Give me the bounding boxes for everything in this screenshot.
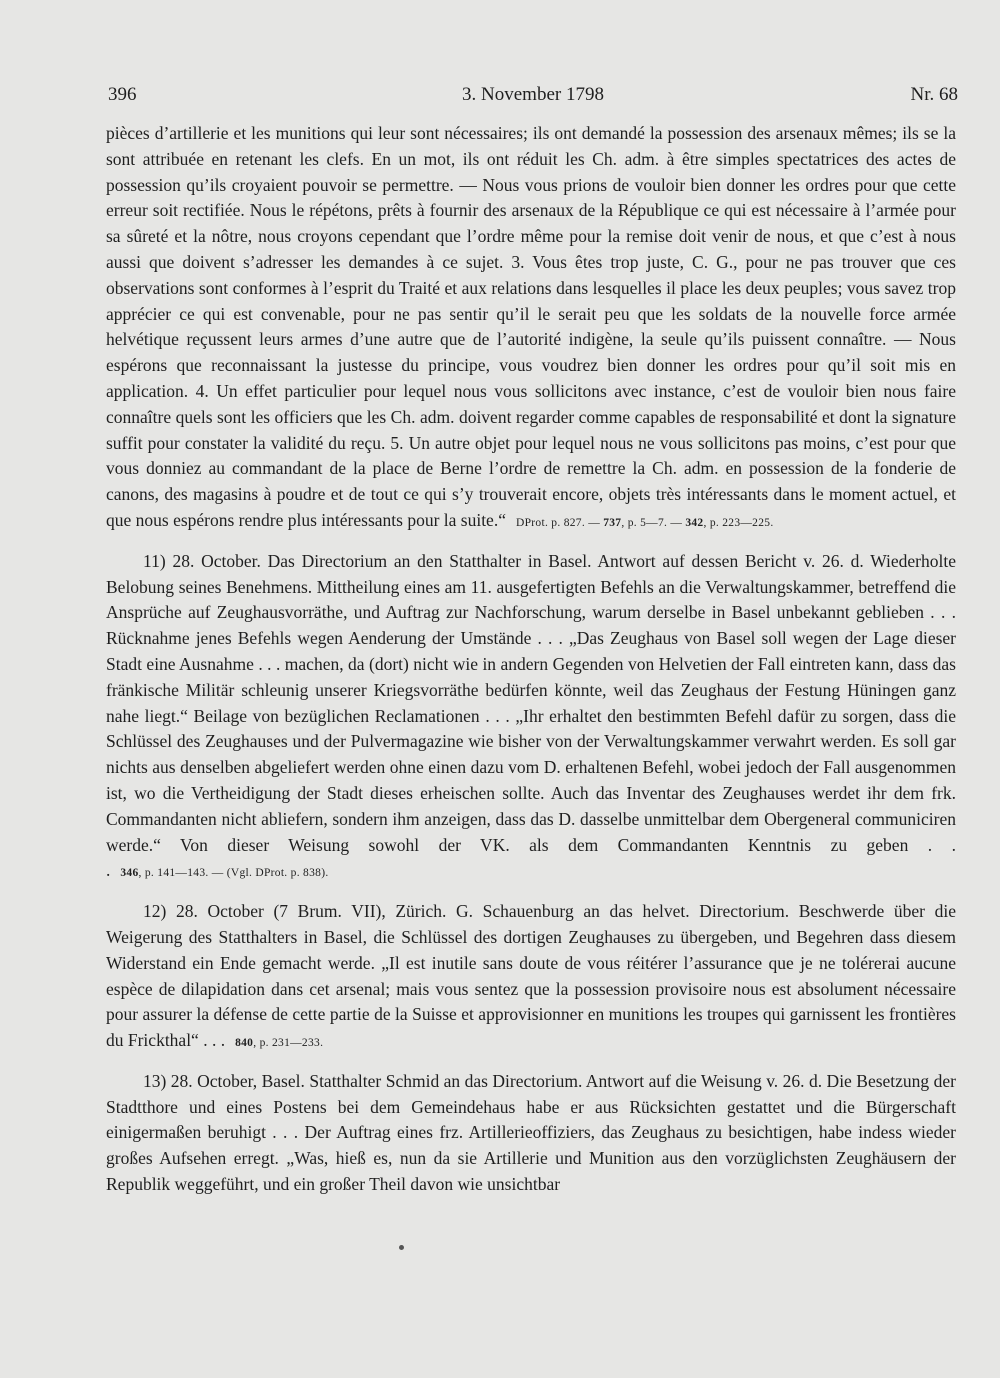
paragraph-text: pièces d’artillerie et les munitions qui leur sont nécessaires; ils ont demandé la possession des arsenaux mêmes; ils se la sont attribuée en retenant les clefs. En un mot, ils ont réduit les Ch. adm. à être simples spectatrices des actes de possession qu’ils croyaient pouvoir se permettre. — Nous vous prions de vouloir bien donner les ordres pour que cette erreur soit rectifiée. Nous le répétons, prêts à fournir des arsenaux de la République ce qui est nécessaire à l’armée pour sa sûreté et la nôtre, nous croyons cependant que l’ordre même pour la remise doit venir de nous, et que c’est à nous aussi que doivent s’adresser les demandes à ce sujet. 3. Vous êtes trop juste, C. G., pour ne pas trouver que ces observations sont conformes à l’esprit du Traité et aux relations dans lesquelles il place les deux peuples; vous savez trop apprécier ce qui est convenable, pour ne pas sentir qu’il le serait peu que les soldats de la nouvelle force armée helvétique reçussent leurs armes d’une autre que de l’autorité indigène, la seule qu’ils puissent connaître. — Nous espérons que reconnaissant la justesse du principe, vous voudrez bien donner les ordres pour qu’il soit mis en application. 4. Un effet particulier pour lequel nous vous sollicitons avec instance, c’est de vouloir bien nous faire connaître quels sont les officiers que les Ch. adm. doivent regarder comme capables de responsabilité et dont la signature suffit pour constater la validité du reçu. 5. Un autre objet pour lequel nous ne vous sollicitons pas moins, c’est pour que vous donniez au commandant de la place de Berne l’ordre de remettre la Ch. adm. en possession de la fonderie de canons, des magasins à poudre et de tout ce qui s’y trouverait encore, objets très intéressants dans le moment actuel, et que nous espérons rendre plus intéressants pour la suite.“ <box>106 123 956 530</box>
paragraph-text: 12) 28. October (7 Brum. VII), Zürich. G. Schauenburg an das helvet. Directorium. Beschwerde über die Weigerung des Statthalters in Basel, die Schlüssel des dortigen Zeughauses zu übergeben, und Begehren dass diesem Widerstand ein Ende gemacht werde. „Il est inutile sans doute de vous réitérer l’assurance que je ne tolérerai aucune espèce de dilapidation dans cet arsenal; mais vous sentez que la possession provisoire nous est absolument nécessaire pour assurer la défense de cette partie de la Suisse et approvisionner en munitions les troupes qui garnissent les frontières du Frickthal“ . . . <box>106 901 956 1051</box>
entry-13 <box>106 1069 956 1198</box>
running-header <box>108 84 958 114</box>
body-text <box>106 121 956 1198</box>
header-date: 3. November 1798 <box>462 84 604 105</box>
page-number: 396 <box>108 84 137 105</box>
source-reference: 840, p. 231—233. <box>235 1037 324 1050</box>
entry-11 <box>106 549 956 887</box>
paragraph-text: 11) 28. October. Das Directorium an den Statthalter in Basel. Antwort auf dessen Bericht v. 26. d. Wiederholte Belobung seines Benehmens. Mittheilung eines am 11. ausgefertigten Befehls an die Verwaltungskammer, betreffend die Ansprüche auf Zeughausvorräthe, und Auftrag zur Nachforschung, warum derselbe in Basel unbekannt geblieben . . . Rücknahme jenes Befehls wegen Aenderung der Umstände . . . „Das Zeughaus von Basel soll wegen der Lage dieser Stadt eine Ausnahme . . . machen, da (dort) nicht wie in andern Gegenden von Helvetien der Fall eintreten kann, dass das fränkische Militär schleunig unserer Kriegsvorräthe bedürfen könnte, weil das Zeughaus der Festung Hüningen ganz nahe liegt.“ Beilage von bezüglichen Reclamationen . . . „Ihr erhaltet den bestimmten Befehl dafür zu sorgen, dass die Schlüssel des Zeughauses und der Pulvermagazine wie bisher von der Verwaltungskammer verwahrt werden. Es soll gar nichts aus denselben abgeliefert werden ohne einen dazu vom D. erhaltenen Befehl, wobei jedoch der Fall ausgenommen ist, wo die Vertheidigung der Stadt dieses erheischen sollte. Auch das Inventar des Zeughauses werdet ihr dem frk. Commandanten nicht abliefern, sondern ihm anzeigen, dass das D. dasselbe unmittelbar dem Obergeneral communiciren werde.“ Von dieser Weisung sowohl der VK. als dem Commandanten Kenntnis zu geben . . . <box>106 550 956 881</box>
source-reference: 346, p. 141—143. — (Vgl. DProt. p. 838). <box>120 867 329 880</box>
ink-speck <box>399 1245 404 1250</box>
document-number: Nr. 68 <box>910 84 958 105</box>
entry-12 <box>106 899 956 1057</box>
paragraph-french-letter <box>106 121 956 537</box>
paragraph-text: 13) 28. October, Basel. Statthalter Schmid an das Directorium. Antwort auf die Weisung v. 26. d. Die Besetzung der Stadtthore und eines Postens bei dem Gemeindehaus habe er aus Rücksichten gestattet und die Bürgerschaft einigermaßen beruhigt . . . Der Auftrag eines frz. Artillerieoffiziers, das Zeughaus zu besichtigen, habe indess wieder großes Aufsehen erregt. „Was, hieß es, nun da sie Artillerie und Munition aus den vorzüglichsten Zeughäusern der Republik weggeführt, und ein großer Theil davon wie unsichtbar <box>106 1070 956 1195</box>
source-reference: DProt. p. 827. — 737, p. 5—7. — 342, p. 223—225. <box>515 516 774 529</box>
